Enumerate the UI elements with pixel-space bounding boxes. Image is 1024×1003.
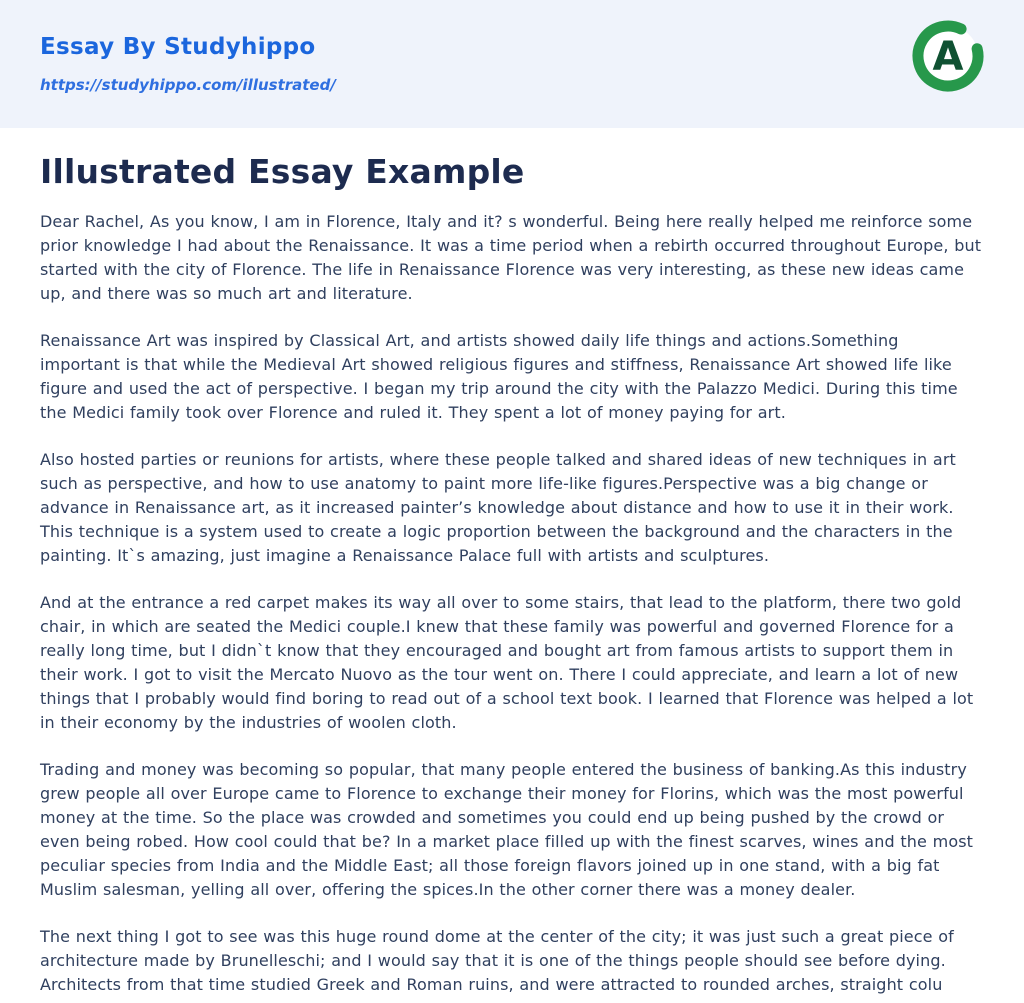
site-title-link[interactable]: Essay By Studyhippo bbox=[40, 34, 316, 60]
page-title: Illustrated Essay Example bbox=[40, 152, 525, 191]
studyhippo-logo[interactable] bbox=[910, 18, 986, 94]
essay-paragraph: Trading and money was becoming so popular, that many people entered the business of banking.As this industry grew people all over Europe came to Florence to exchange their money for Florins, which was the most powerful money at the time. So the place was crowded and sometimes you could end up being pushed by the crowd or even being robed. How cool could that be? In a market place filled up with the finest scarves, wines and the most peculiar species from India and the Middle East; all those foreign flavors joined up in one stand, with a big fat Muslim salesman, yelling all over, offering the spices.In the other corner there was a money dealer. bbox=[40, 759, 974, 899]
article-content bbox=[0, 128, 1024, 997]
header-text-block bbox=[40, 34, 984, 94]
essay-paragraph: The next thing I got to see was this huge round dome at the center of the city; it was just such a great piece of architecture made by Brunelleschi; and I would say that it is one of the things people should see before dying. Architects from that time studied Greek and Roman ruins, and were attracted to rounded arches, straight colu bbox=[40, 926, 954, 994]
source-url-link[interactable]: https://studyhippo.com/illustrated/ bbox=[40, 75, 336, 94]
essay-paragraph: Also hosted parties or reunions for artists, where these people talked and shared ideas of new techniques in art such as perspective, and how to use anatomy to paint more life-like figures.Perspective was a big change or advance in Renaissance art, as it increased painter’s knowledge about distance and how to use it in their work. This technique is a system used to create a logic proportion between the background and the characters in the painting. It`s amazing, just imagine a Renaissance Palace full with artists and sculptures. bbox=[40, 449, 956, 565]
page-header bbox=[0, 0, 1024, 128]
essay-paragraph: Renaissance Art was inspired by Classical Art, and artists showed daily life things and actions.Something important is that while the Medieval Art showed religious figures and stiffness, Renaissance Art showed life like figure and used the act of perspective. I began my trip around the city with the Palazzo Medici. During this time the Medici family took over Florence and ruled it. They spent a lot of money paying for art. bbox=[40, 330, 958, 422]
logo-icon bbox=[910, 18, 986, 94]
essay-paragraph: And at the entrance a red carpet makes its way all over to some stairs, that lead to the platform, there two gold chair, in which are seated the Medici couple.I knew that these family was powerful and governed Florence for a really long time, but I didn`t know that they encouraged and bought art from famous artists to support them in their work. I got to visit the Mercato Nuovo as the tour went on. There I could appreciate, and learn a lot of new things that I probably would find boring to read out of a school text book. I learned that Florence was helped a lot in their economy by the industries of woolen cloth. bbox=[40, 592, 974, 732]
essay-paragraph: Dear Rachel, As you know, I am in Florence, Italy and it? s wonderful. Being here really helped me reinforce some prior knowledge I had about the Renaissance. It was a time period when a rebirth occurred throughout Europe, but started with the city of Florence. The life in Renaissance Florence was very interesting, as these new ideas came up, and there was so much art and literature. bbox=[40, 211, 982, 303]
logo-letter: A bbox=[932, 34, 964, 80]
essay-body bbox=[40, 210, 984, 997]
